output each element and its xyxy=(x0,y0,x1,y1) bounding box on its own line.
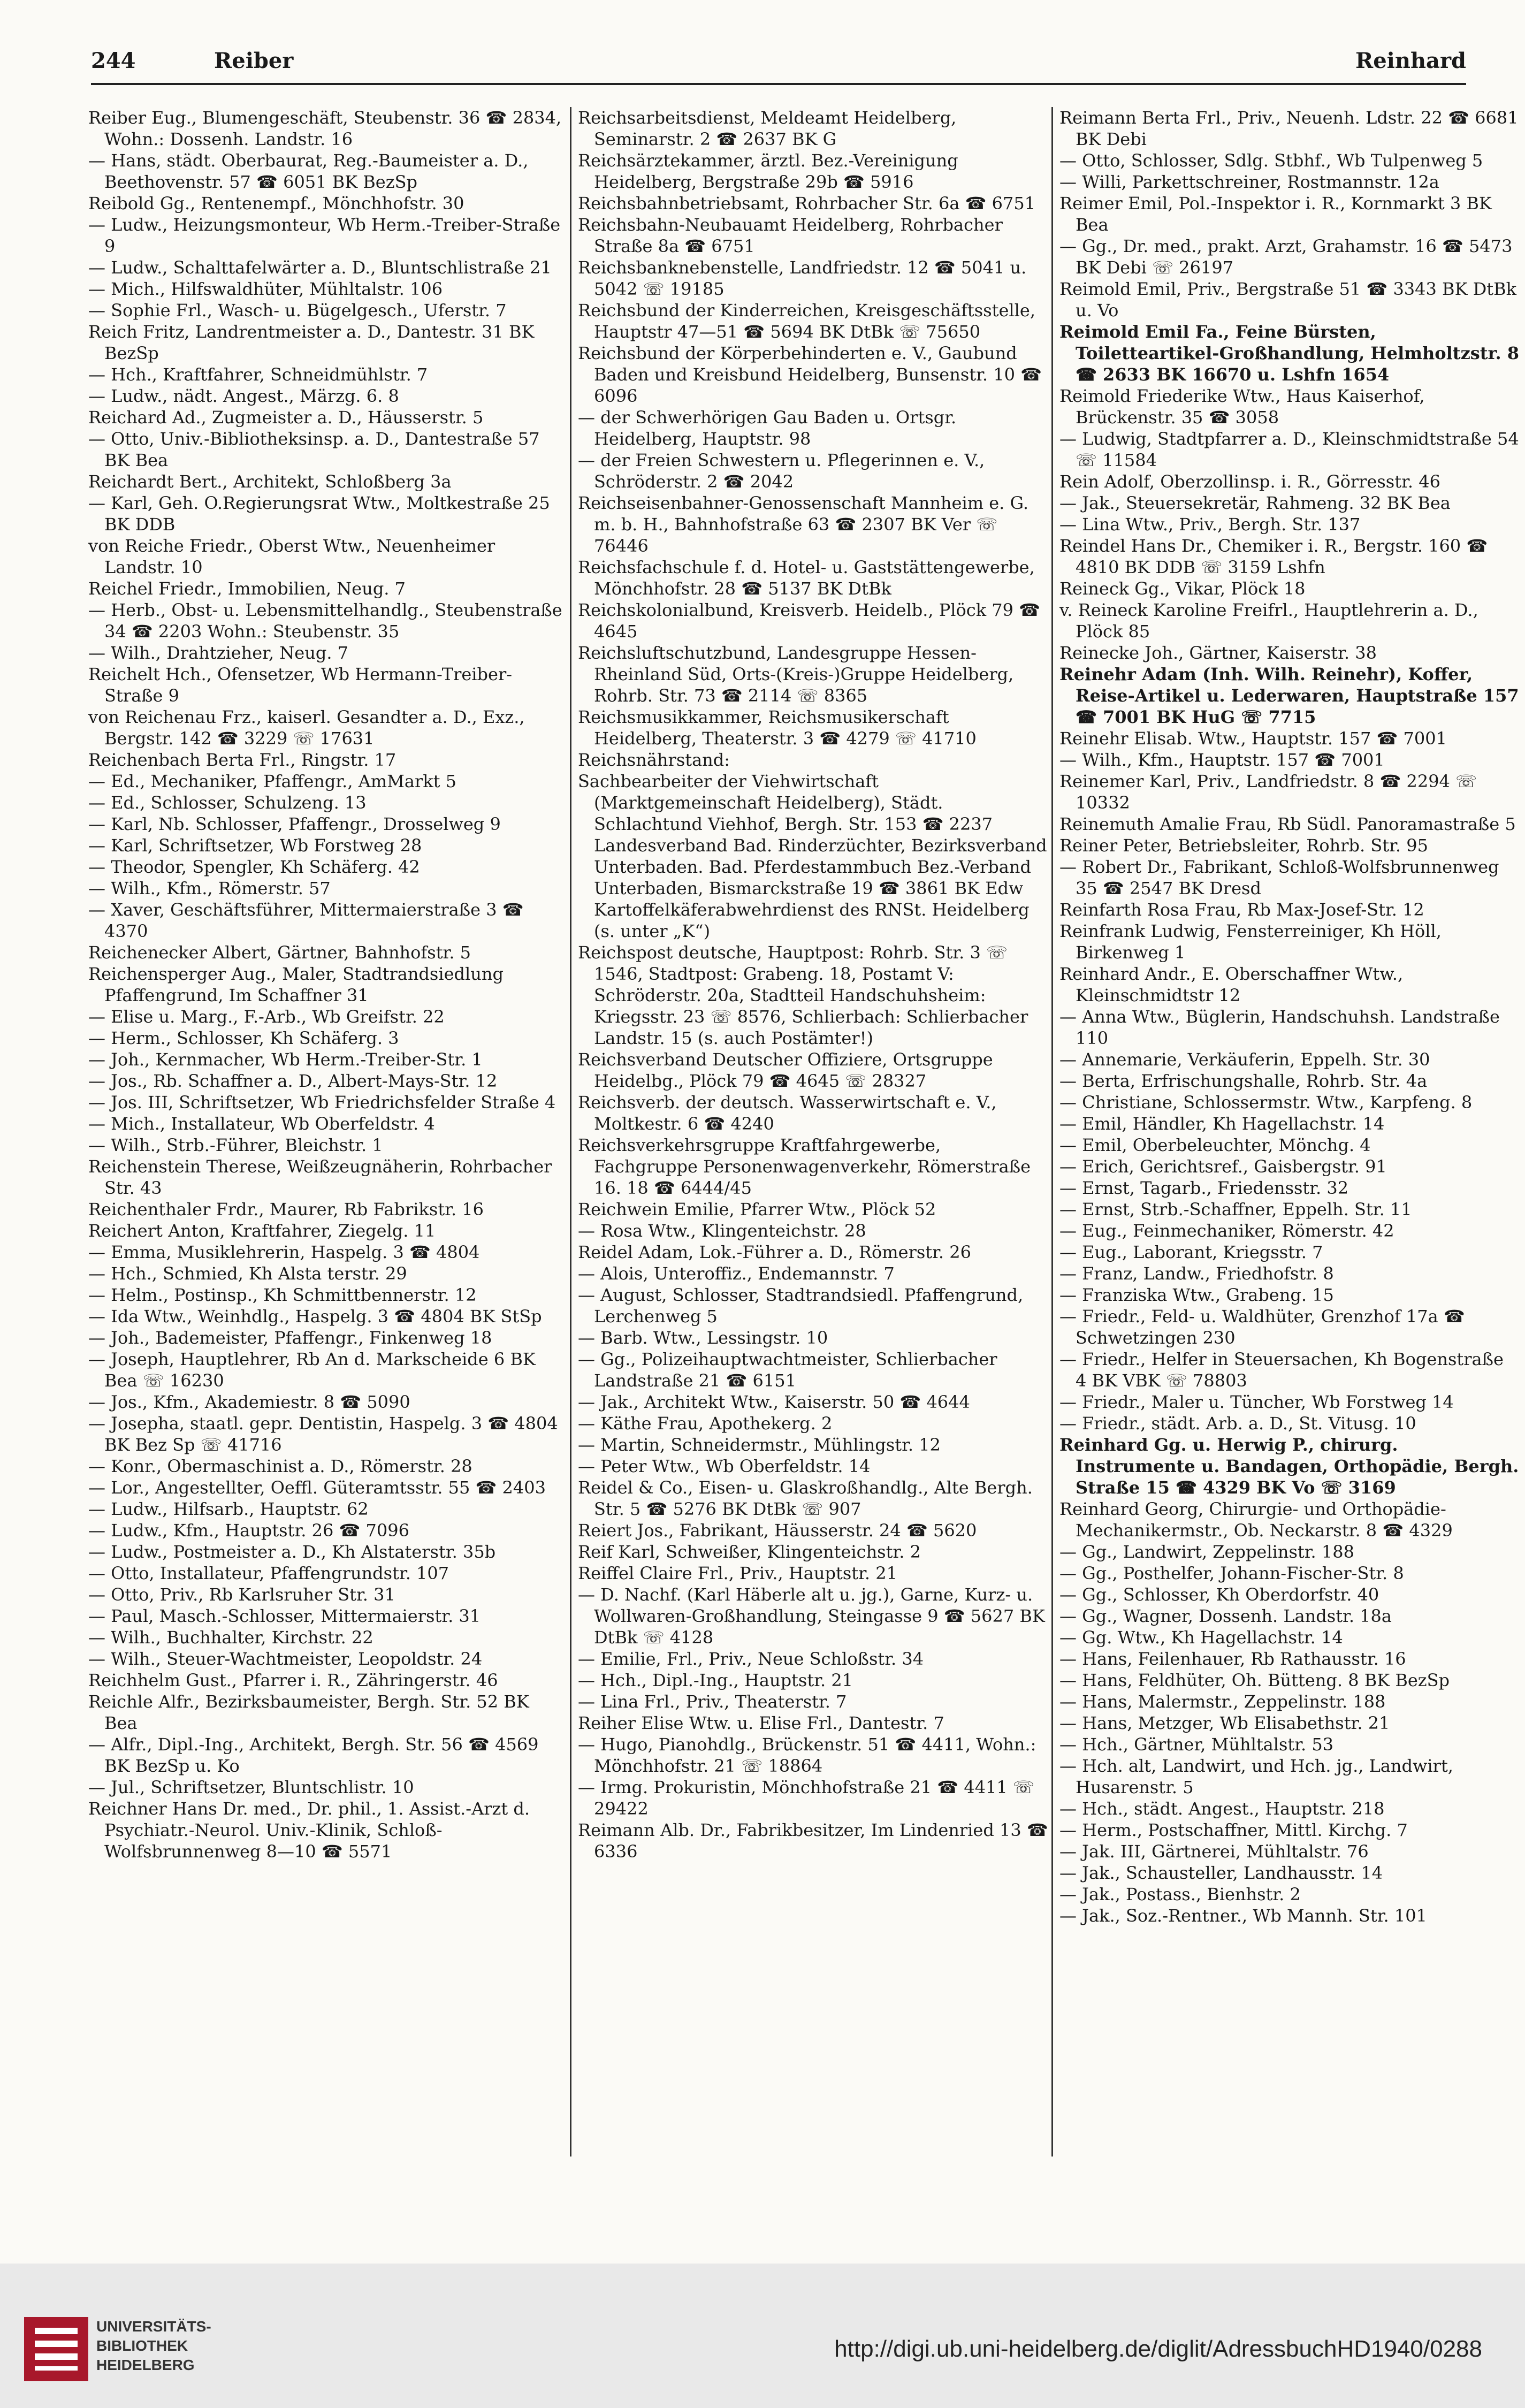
directory-entry: Reinecke Joh., Gärtner, Kaiserstr. 38 xyxy=(1059,643,1377,663)
directory-entry: — Joh., Kernmacher, Wb Herm.-Treiber-Str. 1 xyxy=(88,1049,483,1070)
directory-entry: Reichenstein Therese, Weißzeugnäherin, Rohrbacher Str. 43 xyxy=(88,1156,552,1198)
directory-entry: Reichensperger Aug., Maler, Stadtrandsiedlung Pfaffengrund, Im Schaffner 31 xyxy=(88,964,504,1005)
directory-entry: — der Freien Schwestern u. Pflegerinnen e. V., Schröderstr. 2 ☎ 2042 xyxy=(578,450,985,492)
directory-entry: — Alfr., Dipl.-Ing., Architekt, Bergh. Str. 56 ☎ 4569 BK BezSp u. Ko xyxy=(88,1734,539,1776)
directory-entry: Reinhard Gg. u. Herwig P., chirurg. Instrumente u. Bandagen, Orthopädie, Bergh. Straße 15 ☎ 4329 BK Vo ☏ 3169 xyxy=(1059,1435,1519,1498)
directory-entry: Reinhard Andr., E. Oberschaffner Wtw., Kleinschmidtstr 12 xyxy=(1059,964,1404,1005)
directory-entry: Reichsverkehrsgruppe Kraftfahrgewerbe, Fachgruppe Personenwagenverkehr, Römerstraße 16. 18 ☎ 6444/45 xyxy=(578,1135,1031,1198)
directory-entry: — Erich, Gerichtsref., Gaisbergstr. 91 xyxy=(1059,1156,1387,1177)
directory-entry: Reichel Friedr., Immobilien, Neug. 7 xyxy=(88,578,406,599)
directory-entry: Reichsbanknebenstelle, Landfriedstr. 12 ☎ 5041 u. 5042 ☏ 19185 xyxy=(578,257,1027,299)
directory-entry: — Ed., Mechaniker, Pfaffengr., AmMarkt 5 xyxy=(88,771,457,791)
directory-column-2 xyxy=(578,107,1049,2156)
header-right-catchword: Reinhard xyxy=(1355,48,1466,73)
directory-entry: — D. Nachf. (Karl Häberle alt u. jg.), Garne, Kurz- u. Wollwaren-Großhandlung, Steingasse 9 ☎ 5627 BK DtBk ☏ 4128 xyxy=(578,1584,1045,1648)
directory-entry: Reichsfachschule f. d. Hotel- u. Gaststättengewerbe, Mönchhofstr. 28 ☎ 5137 BK DtBk xyxy=(578,557,1035,599)
page-header xyxy=(91,44,1466,81)
directory-entry: — Karl, Nb. Schlosser, Pfaffengr., Drosselweg 9 xyxy=(88,814,501,834)
directory-entry: — Rosa Wtw., Klingenteichstr. 28 xyxy=(578,1221,866,1241)
directory-entry: — Ludw., Schalttafelwärter a. D., Bluntschlistraße 21 xyxy=(88,257,552,278)
directory-entry: — Hans, Malermstr., Zeppelinstr. 188 xyxy=(1059,1691,1386,1712)
directory-entry: Reimold Emil, Priv., Bergstraße 51 ☎ 3343 BK DtBk u. Vo xyxy=(1059,279,1517,321)
directory-entry: — Helm., Postinsp., Kh Schmittbennerstr. 12 xyxy=(88,1285,477,1305)
directory-entry: Reichenthaler Frdr., Maurer, Rb Fabrikstr. 16 xyxy=(88,1199,484,1220)
directory-entry: v. Reineck Karoline Freifrl., Hauptlehrerin a. D., Plöck 85 xyxy=(1059,600,1478,642)
directory-entry: Reichsbund der Körperbehinderten e. V., Gaubund Baden und Kreisbund Heidelberg, Bunsenstr. 10 ☎ 6096 xyxy=(578,343,1042,406)
directory-entry: — Jak., Architekt Wtw., Kaiserstr. 50 ☎ 4644 xyxy=(578,1392,970,1412)
directory-entry: — Robert Dr., Fabrikant, Schloß-Wolfsbrunnenweg 35 ☎ 2547 BK Dresd xyxy=(1059,857,1499,898)
directory-entry: Reichenecker Albert, Gärtner, Bahnhofstr. 5 xyxy=(88,942,471,963)
header-left-catchword: Reiber xyxy=(214,48,294,73)
directory-entry: Reichardt Bert., Architekt, Schloßberg 3a xyxy=(88,471,452,492)
directory-entry: — Elise u. Marg., F.-Arb., Wb Greifstr. 22 xyxy=(88,1007,445,1027)
directory-entry: Reinehr Elisab. Wtw., Hauptstr. 157 ☎ 7001 xyxy=(1059,728,1447,749)
directory-entry: — Hans, Feldhüter, Oh. Bütteng. 8 BK BezSp xyxy=(1059,1670,1450,1690)
directory-entry: Reichwein Emilie, Pfarrer Wtw., Plöck 52 xyxy=(578,1199,936,1220)
directory-entry: — Willi, Parkettschreiner, Rostmannstr. 12a xyxy=(1059,172,1439,192)
directory-entry: — Hch., Dipl.-Ing., Hauptstr. 21 xyxy=(578,1670,853,1690)
directory-entry: — Josepha, staatl. gepr. Dentistin, Haspelg. 3 ☎ 4804 BK Bez Sp ☏ 41716 xyxy=(88,1413,558,1455)
directory-entry: Reindel Hans Dr., Chemiker i. R., Bergstr. 160 ☎ 4810 BK DDB ☏ 3159 Lshfn xyxy=(1059,536,1488,577)
directory-entry: Reiert Jos., Fabrikant, Häusserstr. 24 ☎ 5620 xyxy=(578,1520,977,1541)
directory-entry: — Otto, Univ.-Bibliotheksinsp. a. D., Dantestraße 57 BK Bea xyxy=(88,429,540,470)
directory-entry: Reimann Alb. Dr., Fabrikbesitzer, Im Lindenried 13 ☎ 6336 xyxy=(578,1820,1048,1862)
directory-entry: — Gg., Posthelfer, Johann-Fischer-Str. 8 xyxy=(1059,1563,1404,1583)
page-number: 244 xyxy=(91,48,136,73)
column-divider xyxy=(570,107,571,2156)
directory-entry: von Reiche Friedr., Oberst Wtw., Neuenheimer Landstr. 10 xyxy=(88,536,495,577)
directory-entry: — Jos., Rb. Schaffner a. D., Albert-Mays-Str. 12 xyxy=(88,1071,498,1091)
directory-entry: — Theodor, Spengler, Kh Schäferg. 42 xyxy=(88,857,420,877)
directory-entry: — Hans, städt. Oberbaurat, Reg.-Baumeister a. D., Beethovenstr. 57 ☎ 6051 BK BezSp xyxy=(88,150,529,192)
directory-entry: — Hans, Metzger, Wb Elisabethstr. 21 xyxy=(1059,1713,1390,1733)
directory-entry: — Ludw., Kfm., Hauptstr. 26 ☎ 7096 xyxy=(88,1520,409,1541)
directory-entry: — Eug., Laborant, Kriegsstr. 7 xyxy=(1059,1242,1323,1262)
directory-entry: Reibold Gg., Rentenempf., Mönchhofstr. 30 xyxy=(88,193,464,214)
directory-entry: — Ida Wtw., Weinhdlg., Haspelg. 3 ☎ 4804 BK StSp xyxy=(88,1306,542,1327)
directory-entry: — Emma, Musiklehrerin, Haspelg. 3 ☎ 4804 xyxy=(88,1242,480,1262)
directory-entry: — Lor., Angestellter, Oeffl. Güteramtsstr. 55 ☎ 2403 xyxy=(88,1477,546,1498)
directory-entry: — Wilh., Kfm., Hauptstr. 157 ☎ 7001 xyxy=(1059,750,1385,770)
directory-entry: — Wilh., Strb.-Führer, Bleichstr. 1 xyxy=(88,1135,383,1155)
directory-entry: — Karl, Schriftsetzer, Wb Forstweg 28 xyxy=(88,835,422,856)
directory-entry: — Wilh., Kfm., Römerstr. 57 xyxy=(88,878,331,898)
directory-entry: Reichsverband Deutscher Offiziere, Ortsgruppe Heidelbg., Plöck 79 ☎ 4645 ☏ 28327 xyxy=(578,1049,993,1091)
directory-entry: Reinfarth Rosa Frau, Rb Max-Josef-Str. 12 xyxy=(1059,900,1424,920)
directory-entry: Rein Adolf, Oberzollinsp. i. R., Görresstr. 46 xyxy=(1059,471,1440,492)
directory-entry: — Karl, Geh. O.Regierungsrat Wtw., Moltkestraße 25 BK DDB xyxy=(88,493,550,535)
directory-entry: — Lina Wtw., Priv., Bergh. Str. 137 xyxy=(1059,514,1361,535)
directory-entry: Reichsnährstand: xyxy=(578,750,730,770)
directory-entry: Reimer Emil, Pol.-Inspektor i. R., Kornmarkt 3 BK Bea xyxy=(1059,193,1492,235)
directory-entry: — Emil, Oberbeleuchter, Mönchg. 4 xyxy=(1059,1135,1371,1155)
directory-entry: Reichsverb. der deutsch. Wasserwirtschaft e. V., Moltkestr. 6 ☎ 4240 xyxy=(578,1092,997,1134)
directory-entry: Reichhelm Gust., Pfarrer i. R., Zähringerstr. 46 xyxy=(88,1670,498,1690)
directory-entry: — Jak., Schausteller, Landhausstr. 14 xyxy=(1059,1863,1383,1883)
directory-entry: — Gg., Dr. med., prakt. Arzt, Grahamstr. 16 ☎ 5473 BK Debi ☏ 26197 xyxy=(1059,236,1513,278)
university-library-logo xyxy=(24,2317,88,2381)
directory-entry: Reichsbahnbetriebsamt, Rohrbacher Str. 6a ☎ 6751 xyxy=(578,193,1036,214)
directory-entry: — Jak., Soz.-Rentner., Wb Mannh. Str. 101 xyxy=(1059,1906,1427,1926)
directory-entry: — Jak., Postass., Bienhstr. 2 xyxy=(1059,1884,1301,1904)
directory-entry: Reinfrank Ludwig, Fensterreiniger, Kh Höll, Birkenweg 1 xyxy=(1059,921,1442,963)
directory-entry: — Wilh., Buchhalter, Kirchstr. 22 xyxy=(88,1627,373,1648)
directory-entry: — Gg., Landwirt, Zeppelinstr. 188 xyxy=(1059,1542,1354,1562)
directory-entry: — der Schwerhörigen Gau Baden u. Ortsgr. Heidelberg, Hauptstr. 98 xyxy=(578,407,957,449)
directory-entry: — Lina Frl., Priv., Theaterstr. 7 xyxy=(578,1691,847,1712)
directory-entry: — Ludw., Heizungsmonteur, Wb Herm.-Treiber-Straße 9 xyxy=(88,215,561,256)
directory-entry: — Joh., Bademeister, Pfaffengr., Finkenweg 18 xyxy=(88,1328,492,1348)
directory-entry: — Franz, Landw., Friedhofstr. 8 xyxy=(1059,1263,1334,1284)
directory-entry: Reich Fritz, Landrentmeister a. D., Dantestr. 31 BK BezSp xyxy=(88,322,535,363)
directory-entry: — Gg., Wagner, Dossenh. Landstr. 18a xyxy=(1059,1606,1392,1626)
directory-entry: — Hch., städt. Angest., Hauptstr. 218 xyxy=(1059,1799,1385,1819)
directory-entry: — Jos., Kfm., Akademiestr. 8 ☎ 5090 xyxy=(88,1392,410,1412)
directory-entry: — Jul., Schriftsetzer, Bluntschlistr. 10 xyxy=(88,1777,414,1797)
directory-entry: — Friedr., Helfer in Steuersachen, Kh Bogenstraße 4 BK VBK ☏ 78803 xyxy=(1059,1349,1504,1391)
directory-entry: Reichard Ad., Zugmeister a. D., Häusserstr. 5 xyxy=(88,407,484,428)
directory-entry: Reimold Friederike Wtw., Haus Kaiserhof, Brückenstr. 35 ☎ 3058 xyxy=(1059,386,1425,428)
directory-entry: Reichner Hans Dr. med., Dr. phil., 1. Assist.-Arzt d. Psychiatr.-Neurol. Univ.-Klinik, Schloß-Wolfsbrunnenweg 8—10 ☎ 5571 xyxy=(88,1799,530,1862)
directory-entry: — Gg. Wtw., Kh Hagellachstr. 14 xyxy=(1059,1627,1343,1648)
directory-entry: — Hch., Schmied, Kh Alsta terstr. 29 xyxy=(88,1263,407,1284)
directory-entry: — Ludwig, Stadtpfarrer a. D., Kleinschmidtstraße 54 ☏ 11584 xyxy=(1059,429,1519,470)
source-url[interactable]: http://digi.ub.uni-heidelberg.de/diglit/AdressbuchHD1940/0288 xyxy=(834,2336,1482,2362)
directory-entry: — August, Schlosser, Stadtrandsiedl. Pfaffengrund, Lerchenweg 5 xyxy=(578,1285,1024,1327)
directory-entry: — Eug., Feinmechaniker, Römerstr. 42 xyxy=(1059,1221,1394,1241)
directory-entry: Reiher Elise Wtw. u. Elise Frl., Dantestr. 7 xyxy=(578,1713,944,1733)
directory-entry: — Berta, Erfrischungshalle, Rohrb. Str. 4a xyxy=(1059,1071,1428,1091)
directory-entry: — Emilie, Frl., Priv., Neue Schloßstr. 34 xyxy=(578,1649,924,1669)
directory-entry: — Anna Wtw., Büglerin, Handschuhsh. Landstraße 110 xyxy=(1059,1007,1500,1048)
directory-entry: Reichelt Hch., Ofensetzer, Wb Hermann-Treiber-Straße 9 xyxy=(88,664,513,706)
directory-entry: — Alois, Unteroffiz., Endemannstr. 7 xyxy=(578,1263,895,1284)
column-divider xyxy=(1051,107,1053,2156)
directory-entry: Reichseisenbahner-Genossenschaft Mannheim e. G. m. b. H., Bahnhofstraße 63 ☎ 2307 BK Ver ☏ 76446 xyxy=(578,493,1029,556)
directory-entry: Reiber Eug., Blumengeschäft, Steubenstr. 36 ☎ 2834, Wohn.: Dossenh. Landstr. 16 xyxy=(88,108,562,149)
directory-entry: Reichle Alfr., Bezirksbaumeister, Bergh. Str. 52 BK Bea xyxy=(88,1691,529,1733)
directory-entry: — Hans, Feilenhauer, Rb Rathausstr. 16 xyxy=(1059,1649,1406,1669)
directory-entry: — Jak. III, Gärtnerei, Mühltalstr. 76 xyxy=(1059,1841,1369,1862)
directory-entry: Reichsluftschutzbund, Landesgruppe Hessen-Rheinland Süd, Orts-(Kreis-)Gruppe Heidelberg, Rohrb. Str. 73 ☎ 2114 ☏ 8365 xyxy=(578,643,1014,706)
directory-entry: — Wilh., Steuer-Wachtmeister, Leopoldstr. 24 xyxy=(88,1649,483,1669)
directory-entry: Reichert Anton, Kraftfahrer, Ziegelg. 11 xyxy=(88,1221,436,1241)
directory-entry: — Gg., Schlosser, Kh Oberdorfstr. 40 xyxy=(1059,1584,1379,1605)
directory-entry: Sachbearbeiter der Viehwirtschaft (Marktgemeinschaft Heidelberg), Städt. Schlachtund Viehhof, Bergh. Str. 153 ☎ 2237 Landesverband Bad. Rinderzüchter, Bezirksverband Unterbaden. Bad. Pferdestammbuch Bez.-Verband Unterbaden, Bismarckstraße 19 ☎ 3861 BK Edw Kartoffelkäferabwehrdienst des RNSt. Heidelberg (s. unter „K“) xyxy=(578,771,1047,941)
directory-entry: — Herb., Obst- u. Lebensmittelhandlg., Steubenstraße 34 ☎ 2203 Wohn.: Steubenstr. 35 xyxy=(88,600,562,642)
directory-entry: — Hch., Gärtner, Mühltalstr. 53 xyxy=(1059,1734,1334,1755)
directory-entry: Reineck Gg., Vikar, Plöck 18 xyxy=(1059,578,1306,599)
directory-entry: Reichsbund der Kinderreichen, Kreisgeschäftsstelle, Hauptstr 47—51 ☎ 5694 BK DtBk ☏ 75650 xyxy=(578,300,1035,342)
directory-entry: Reinemer Karl, Priv., Landfriedstr. 8 ☎ 2294 ☏ 10332 xyxy=(1059,771,1477,813)
directory-entry: — Jos. III, Schriftsetzer, Wb Friedrichsfelder Straße 4 xyxy=(88,1092,556,1112)
directory-entry: — Ludw., Postmeister a. D., Kh Alstaterstr. 35b xyxy=(88,1542,496,1562)
directory-entry: von Reichenau Frz., kaiserl. Gesandter a. D., Exz., Bergstr. 142 ☎ 3229 ☏ 17631 xyxy=(88,707,525,749)
directory-entry: — Wilh., Drahtzieher, Neug. 7 xyxy=(88,643,349,663)
directory-entry: — Joseph, Hauptlehrer, Rb An d. Markscheide 6 BK Bea ☏ 16230 xyxy=(88,1349,536,1391)
directory-entry: Reinhard Georg, Chirurgie- und Orthopädie-Mechanikermstr., Ob. Neckarstr. 8 ☎ 4329 xyxy=(1059,1499,1453,1541)
directory-entry: — Barb. Wtw., Lessingstr. 10 xyxy=(578,1328,828,1348)
directory-entry: Reichsarbeitsdienst, Meldeamt Heidelberg, Seminarstr. 2 ☎ 2637 BK G xyxy=(578,108,957,149)
directory-column-3 xyxy=(1059,107,1520,2156)
directory-entry: — Jak., Steuersekretär, Rahmeng. 32 BK Bea xyxy=(1059,493,1451,513)
directory-entry: — Christiane, Schlossermstr. Wtw., Karpfeng. 8 xyxy=(1059,1092,1473,1112)
directory-entry: — Hugo, Pianohdlg., Brückenstr. 51 ☎ 4411, Wohn.: Mönchhofstr. 21 ☏ 18864 xyxy=(578,1734,1036,1776)
directory-entry: Reichsärztekammer, ärztl. Bez.-Vereinigung Heidelberg, Bergstraße 29b ☎ 5916 xyxy=(578,150,958,192)
directory-entry: — Irmg. Prokuristin, Mönchhofstraße 21 ☎ 4411 ☏ 29422 xyxy=(578,1777,1034,1819)
directory-entry: — Herm., Postschaffner, Mittl. Kirchg. 7 xyxy=(1059,1820,1408,1840)
directory-entry: — Ernst, Strb.-Schaffner, Eppelh. Str. 11 xyxy=(1059,1199,1412,1220)
directory-entry: Reichsbahn-Neubauamt Heidelberg, Rohrbacher Straße 8a ☎ 6751 xyxy=(578,215,1003,256)
directory-entry: — Otto, Schlosser, Sdlg. Stbhf., Wb Tulpenweg 5 xyxy=(1059,150,1483,171)
directory-entry: — Xaver, Geschäftsführer, Mittermaierstraße 3 ☎ 4370 xyxy=(88,900,524,941)
directory-entry: — Otto, Installateur, Pfaffengrundstr. 107 xyxy=(88,1563,449,1583)
directory-entry: — Käthe Frau, Apothekerg. 2 xyxy=(578,1413,833,1434)
directory-entry: Reinehr Adam (Inh. Wilh. Reinehr), Koffer, Reise-Artikel u. Lederwaren, Hauptstraße 157 ☎ 7001 BK HuG ☏ 7715 xyxy=(1059,664,1519,727)
directory-column-1 xyxy=(88,107,567,2156)
directory-entry: — Friedr., Maler u. Tüncher, Wb Forstweg 14 xyxy=(1059,1392,1454,1412)
directory-entry: Reidel & Co., Eisen- u. Glaskroßhandlg., Alte Bergh. Str. 5 ☎ 5276 BK DtBk ☏ 907 xyxy=(578,1477,1033,1519)
directory-entry: Reidel Adam, Lok.-Führer a. D., Römerstr. 26 xyxy=(578,1242,971,1262)
directory-entry: — Mich., Hilfswaldhüter, Mühltalstr. 106 xyxy=(88,279,443,299)
library-name: UNIVERSITÄTS- BIBLIOTHEK HEIDELBERG xyxy=(96,2318,211,2373)
directory-entry: — Annemarie, Verkäuferin, Eppelh. Str. 30 xyxy=(1059,1049,1430,1070)
directory-entry: — Hch., Kraftfahrer, Schneidmühlstr. 7 xyxy=(88,364,428,385)
directory-entry: Reichenbach Berta Frl., Ringstr. 17 xyxy=(88,750,396,770)
directory-entry: — Ernst, Tagarb., Friedensstr. 32 xyxy=(1059,1178,1349,1198)
directory-entry: — Emil, Händler, Kh Hagellachstr. 14 xyxy=(1059,1114,1385,1134)
directory-entry: Reichsmusikkammer, Reichsmusikerschaft Heidelberg, Theaterstr. 3 ☎ 4279 ☏ 41710 xyxy=(578,707,977,749)
directory-entry: — Gg., Polizeihauptwachtmeister, Schlierbacher Landstraße 21 ☎ 6151 xyxy=(578,1349,997,1391)
directory-entry: — Friedr., städt. Arb. a. D., St. Vitusg. 10 xyxy=(1059,1413,1416,1434)
directory-entry: — Friedr., Feld- u. Waldhüter, Grenzhof 17a ☎ Schwetzingen 230 xyxy=(1059,1306,1465,1348)
directory-entry: — Franziska Wtw., Grabeng. 15 xyxy=(1059,1285,1334,1305)
directory-entry: — Sophie Frl., Wasch- u. Bügelgesch., Uferstr. 7 xyxy=(88,300,507,321)
directory-entry: — Ludw., Hilfsarb., Hauptstr. 62 xyxy=(88,1499,369,1519)
directory-entry: — Herm., Schlosser, Kh Schäferg. 3 xyxy=(88,1028,399,1048)
directory-entry: Reif Karl, Schweißer, Klingenteichstr. 2 xyxy=(578,1542,921,1562)
directory-entry: Reiffel Claire Frl., Priv., Hauptstr. 21 xyxy=(578,1563,897,1583)
directory-entry: — Hch. alt, Landwirt, und Hch. jg., Landwirt, Husarenstr. 5 xyxy=(1059,1756,1453,1797)
directory-entry: Reiner Peter, Betriebsleiter, Rohrb. Str. 95 xyxy=(1059,835,1428,856)
footer-bar xyxy=(0,2264,1525,2408)
directory-entry: — Martin, Schneidermstr., Mühlingstr. 12 xyxy=(578,1435,941,1455)
directory-entry: Reimann Berta Frl., Priv., Neuenh. Ldstr. 22 ☎ 6681 BK Debi xyxy=(1059,108,1519,149)
directory-entry: Reinemuth Amalie Frau, Rb Südl. Panoramastraße 5 xyxy=(1059,814,1516,834)
directory-entry: — Otto, Priv., Rb Karlsruher Str. 31 xyxy=(88,1584,395,1605)
directory-entry: — Konr., Obermaschinist a. D., Römerstr. 28 xyxy=(88,1456,472,1476)
directory-entry: — Ed., Schlosser, Schulzeng. 13 xyxy=(88,792,367,813)
header-rule xyxy=(91,83,1466,85)
directory-entry: — Peter Wtw., Wb Oberfeldstr. 14 xyxy=(578,1456,871,1476)
directory-entry: — Ludw., nädt. Angest., Märzg. 6. 8 xyxy=(88,386,399,406)
directory-entry: Reichskolonialbund, Kreisverb. Heidelb., Plöck 79 ☎ 4645 xyxy=(578,600,1040,642)
directory-entry: Reimold Emil Fa., Feine Bürsten, Toiletteartikel-Großhandlung, Helmholtzstr. 8 ☎ 2633 BK 16670 u. Lshfn 1654 xyxy=(1059,322,1519,385)
directory-entry: — Paul, Masch.-Schlosser, Mittermaierstr. 31 xyxy=(88,1606,481,1626)
directory-entry: — Mich., Installateur, Wb Oberfeldstr. 4 xyxy=(88,1114,435,1134)
directory-entry: Reichspost deutsche, Hauptpost: Rohrb. Str. 3 ☏ 1546, Stadtpost: Grabeng. 18, Postamt V: Schröderstr. 20a, Stadtteil Handschuhsheim: Kriegsstr. 23 ☏ 8576, Schlierbach: Schlierbacher Landstr. 15 (s. auch Postämter!) xyxy=(578,942,1028,1048)
